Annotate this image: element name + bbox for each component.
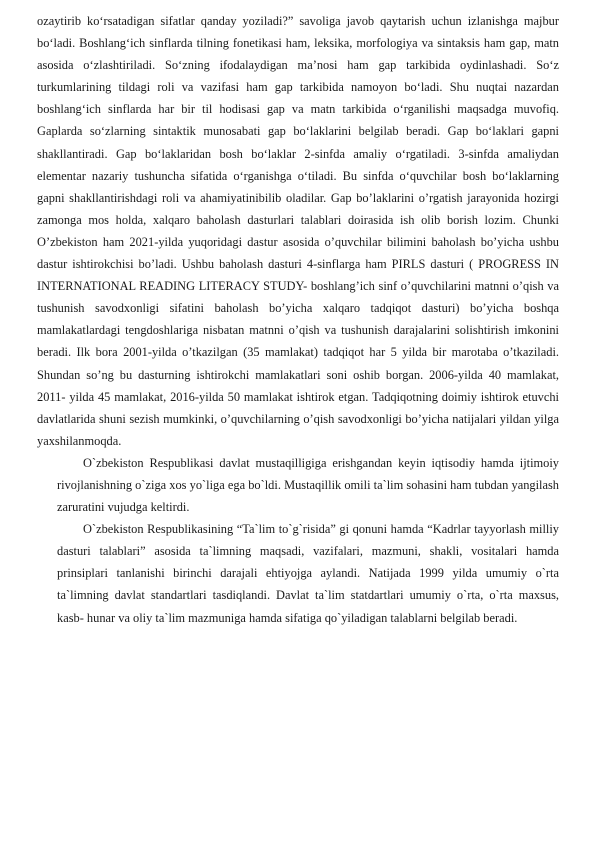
document-page [37,10,559,629]
body-paragraph-2: O`zbekiston Respublikasi davlat mustaqilligiga erishgandan keyin iqtisodiy hamda ijtimoiy rivojlanishning o`ziga xos yo`liga ega bo`ldi. Mustaqillik omili ta`lim sohasini ham tubdan yangilash zaruratini vujudga keltirdi. [57,455,559,515]
body-paragraph-3: O`zbekiston Respublikasining “Ta`lim to`g`risida” gi qonuni hamda “Kadrlar tayyorlash milliy dasturi talablari” asosida ta`limning maqsadi, vazifalari, mazmuni, shakli, vositalari hamda prinsiplari tanlanishi birinchi darajali ehtiyojga aylandi. Natijada 1999 yilda umumiy o`rta ta`limning davlat standartlari tasdiqlandi. Davlat ta`lim statdartlari umumiy o`rta, o`rta maxsus, kasb- hunar va oliy ta`lim mazmuniga hamda sifatiga qo`yiladigan talablarni belgilab beradi. [57,522,559,625]
body-paragraph-1: ozaytirib ko‘rsatadigan sifatlar qanday yoziladi?” savoliga javob qaytarish uchun izlanishga majbur bo‘ladi. Boshlang‘ich sinflarda tilning fonetikasi ham, leksika, morfologiya va sintaksis ham gap, matn asosida o‘zlashtiriladi. So‘zning ifodalaydigan ma’nosi ham gap tarkibida oydinlashadi. So‘z turkumlarining tildagi roli va vazifasi ham gap tarkibida namoyon bo‘ladi. Shu nuqtai nazardan boshlang‘ich sinflarda har bir til hodisasi gap va matn tarkibida o‘rganilishi maqsadga muvofiq. Gaplarda so‘zlarning sintaktik munosabati gap bo‘laklarini belgilab beradi. Gap bo‘laklari gapni shakllantiradi. Gap bo‘laklaridan bosh bo‘laklar 2-sinfda amaliy o‘rgatiladi. 3-sinfda amaliydan elementar nazariy tushuncha sifatida o‘rganishga o‘tiladi. Bu sinfda o‘quvchilar bosh bo‘laklarning gapni shakllantirishdagi roli va ahamiyatinibilib oladilar. Gap bo’laklarini o’rgatish jarayonida hozirgi zamonga mos holda, xalqaro baholash dasturlari talablari doirasida ish olib borish lozim. Chunki O’zbekiston ham 2021-yilda yuqoridagi dastur asosida o’quvchilar bilimini baholash bo’yicha ushbu dastur ishtirokchisi bo’ladi. Ushbu baholash dasturi 4-sinflarga ham PIRLS dasturi ( PROGRESS IN INTERNATIONAL READING LITERACY STUDY- boshlang’ich sinf o’quvchilarini matnni o’qish va tushunish savodxonligi sifatini baholash bo’yicha xalqaro tadqiqot dasturi) bo’yicha boshqa mamlakatlardagi tengdoshlariga nisbatan matnni o’qish va tushunish darajalarini solishtirish imkonini beradi. Ilk bora 2001-yilda o’tkazilgan (35 mamlakat) tadqiqot har 5 yilda bir marotaba o’tkaziladi. Shundan so’ng bu dasturning ishtirokchi mamlakatlari soni oshib borgan. 2006-yilda 40 mamlakat, 2011- yilda 45 mamlakat, 2016-yilda 50 mamlakat ishtirok etgan. Tadqiqotning doimiy ishtirok etuvchi davlatlarida shuni sezish mumkinki, o’quvchilarning o’qish savodxonligi bo’yicha natijalari yildan yilga yaxshilanmoqda. [37,14,559,448]
